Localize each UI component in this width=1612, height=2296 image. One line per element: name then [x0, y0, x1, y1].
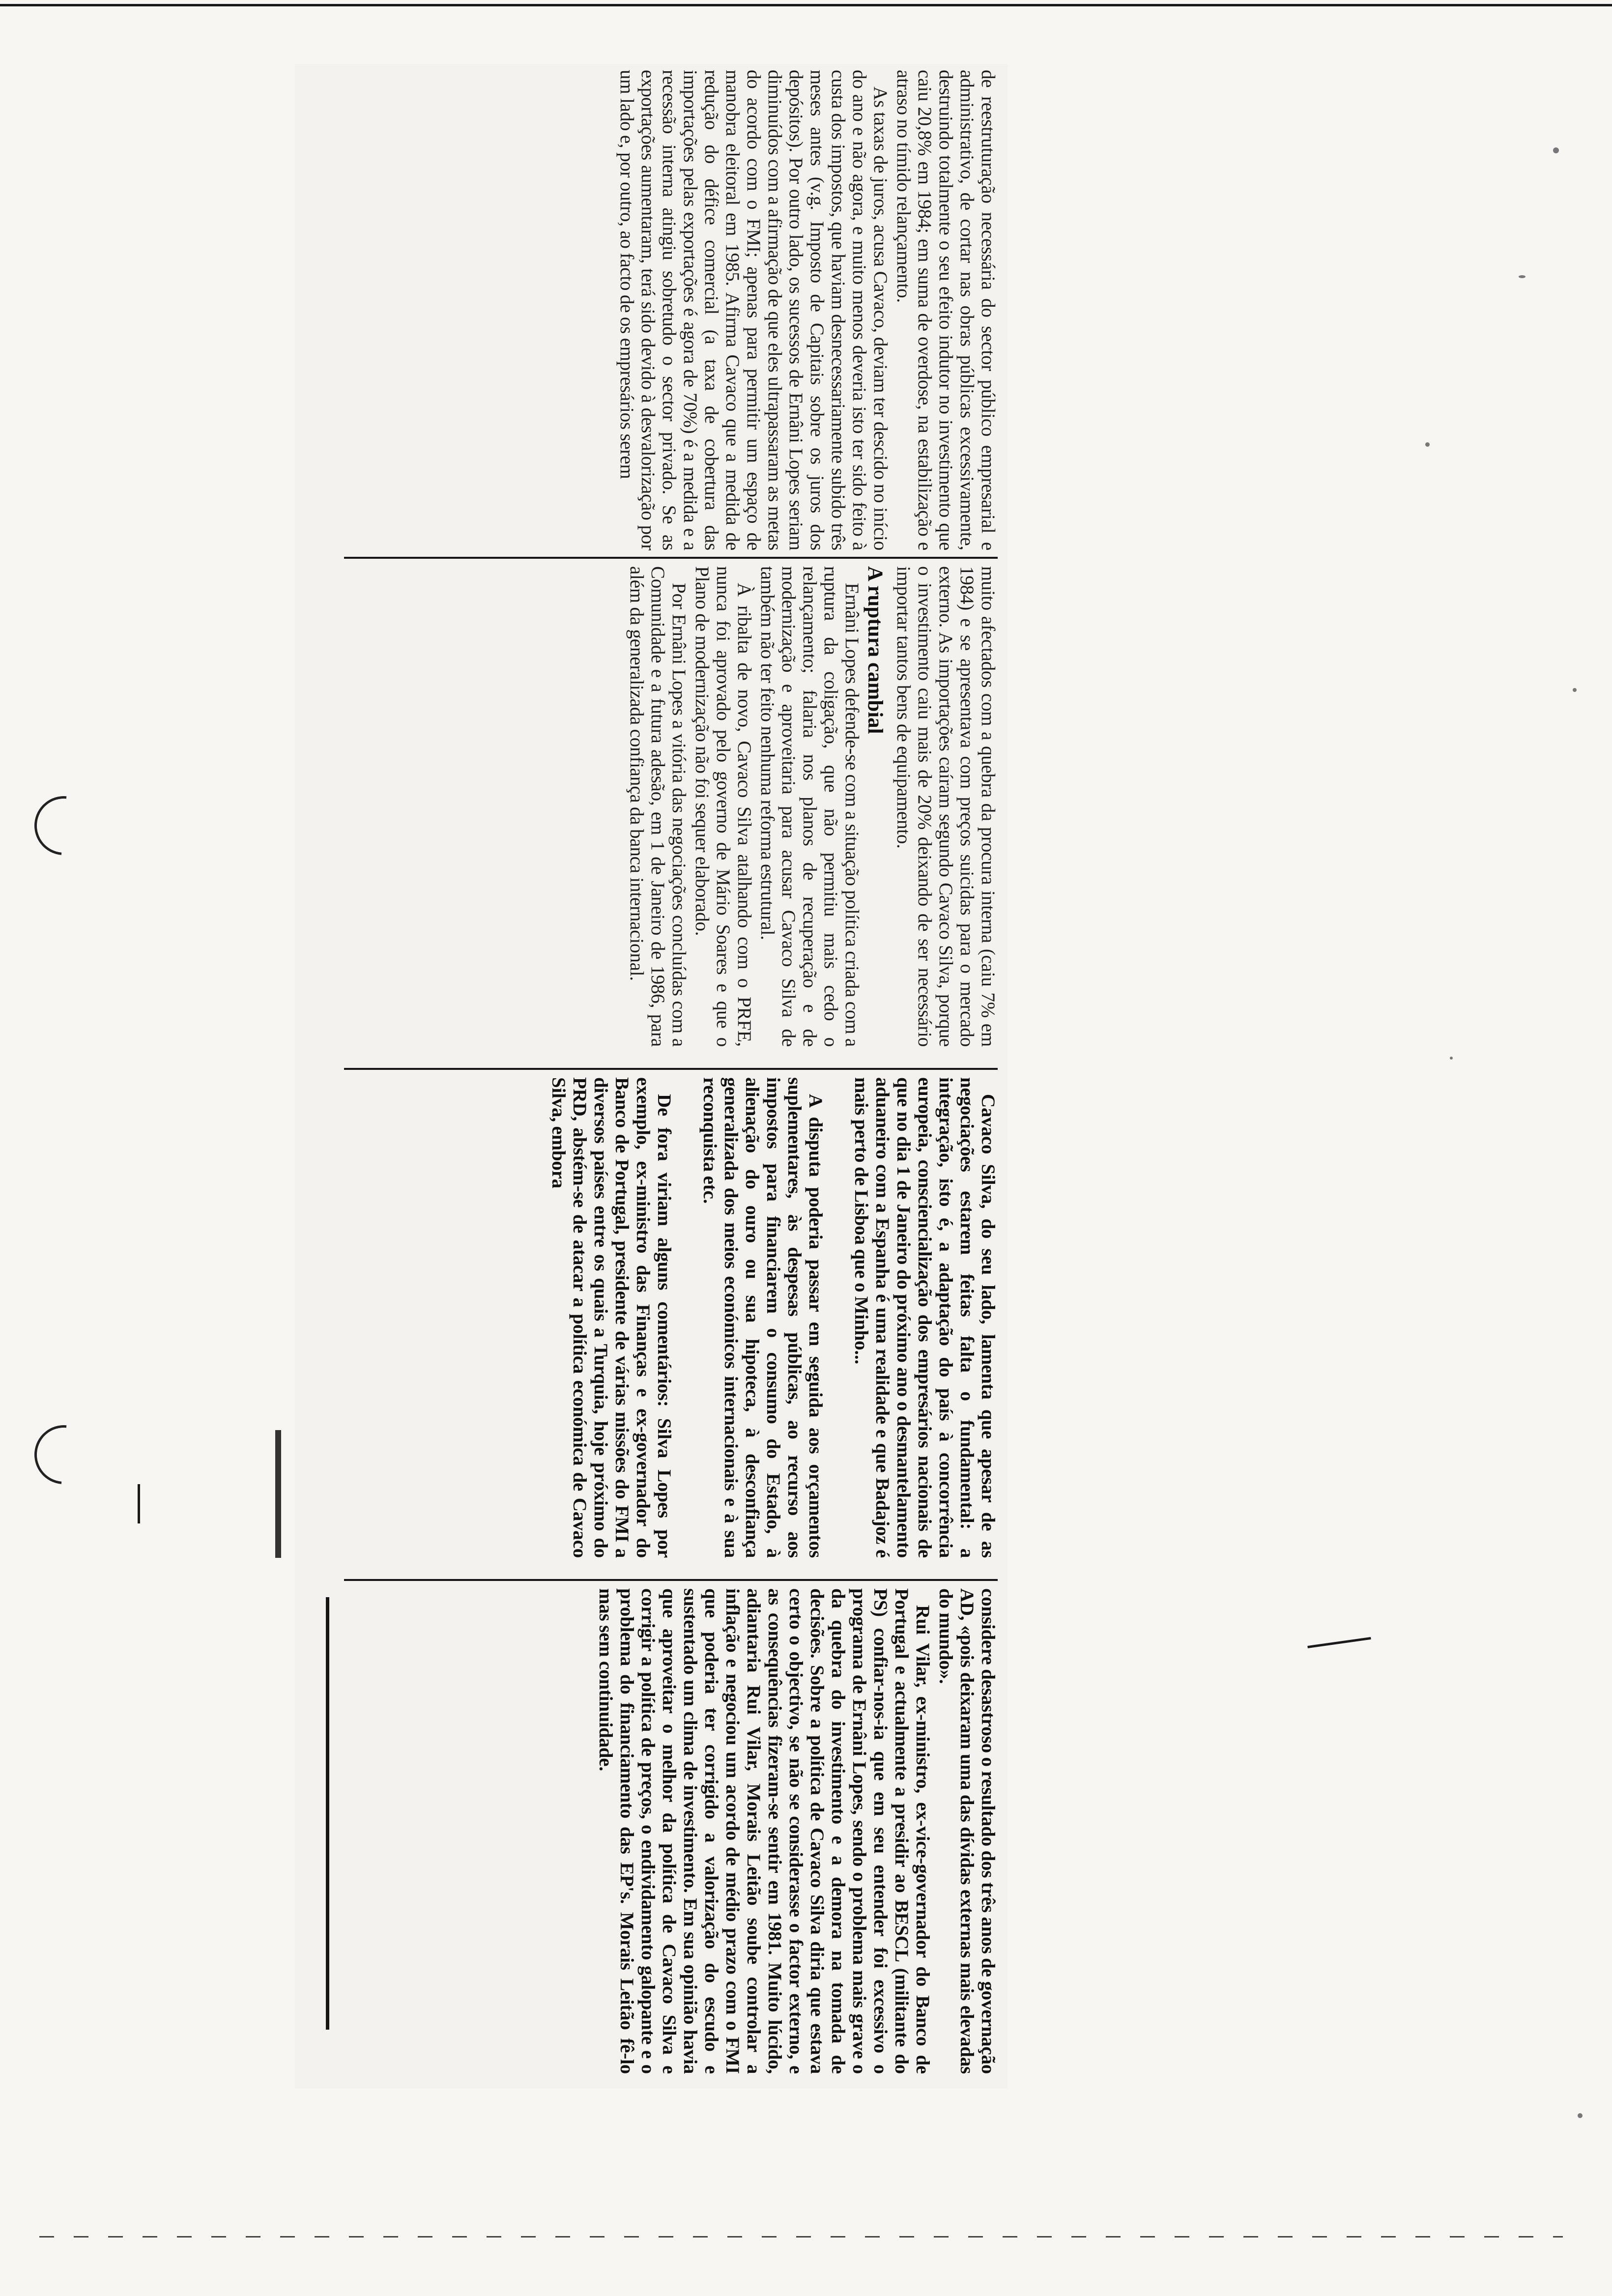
scan-speck: [1553, 147, 1559, 153]
paragraph: De fora viriam alguns comentários: Silva Lopes por exemplo, ex-ministro das Finanças e ex-governador do Banco de Portugal, presidente de várias missões do FMI a diversos países entre os quais a Turquia, hoje próximo do PRD, abstém-se de atacar a política económica de Cavaco Silva, embora: [548, 1077, 675, 1558]
scan-speck: [1450, 1057, 1453, 1060]
rotated-article-page: [295, 64, 1008, 2089]
scan-mark: [1307, 1637, 1371, 1648]
paragraph: Por Ernâni Lopes a vitória das negociações concluídas com a Comunidade e a futura adesão, em 1 de Janeiro de 1986, para além da generalizada confiança da banca internacional.: [626, 566, 690, 1047]
paragraph: Rui Vilar, ex-ministro, ex-vice-governador do Banco de Portugal e actualmente a presidir ao BESCL (militante do PS) confiar-nos-ia que em seu entender foi excessivo o programa de Ernâni Lopes, sendo o problema mais grave o da quebra do investimento e a demora na tomada de decisões. Sobre a política de Cavaco Silva diria que estava certo o objectivo, se não se considerasse o factor externo, e as consequências fizeram-se sentir em 1981. Muito lúcido, adiantaria Rui Vilar, Morais Leitão soube controlar a inflação e negociou um acordo de médio prazo com o FMI que poderia ter corrigido a valorização do escudo e sustentado um clima de investimento. Em sua opinião havia que aproveitar o melhor da política de Cavaco Silva e corrigir a política de preços, o endividamento galopante e o problema do financiamento das EP's. Morais Leitão fê-lo mas sem continuidade.: [595, 1588, 933, 2074]
paragraph: muito afectados com a quebra da procura interna (caiu 7% em 1984) e se apresentava com preços suicidas para o mercado externo. As importações caíram segundo Cavaco Silva, porque o investimento caiu mais de 20% deixando de ser necessário importar tantos bens de equipamento.: [893, 566, 999, 1047]
scan-bottom-edge: [39, 2236, 1563, 2238]
paragraph: Ernâni Lopes defende-se com a situação política criada com a ruptura da coligação, que não permitiu mais cedo o relançamento; falaria nos planos de recuperação e de modernização e aproveitaria para acusar Cavaco Silva de também não ter feito nenhuma reforma estrutural.: [757, 566, 863, 1047]
article-end-rule: [326, 1597, 329, 2030]
paragraph: As taxas de juros, acusa Cavaco, deviam ter descido no início do ano e não agora, e muito menos deveria isto ter sido feito à custa dos impostos, que haviam desnecessariamente subido três meses antes (v.g. Imposto de Capitais sobre os juros dos depósitos). Por outro lado, os sucessos de Ernâni Lopes seriam diminuídos com a afirmação de que eles ultrapassaram as metas do acordo com o FMI; apenas para permitir um espaço de manobra eleitoral em 1985. Afirma Cavaco que a medida de redução do défice comercial (a taxa de cobertura das importações pelas exportações é agora de 70%) é a medida e a recessão interna atingiu sobretudo o sector privado. Se as exportações aumentaram, terá sido devido à desvalorização por um lado e, por outro, ao facto de os empresários serem: [616, 70, 891, 550]
article-column-2: [295, 560, 1008, 1052]
scan-speck: [1578, 2113, 1583, 2118]
scan-speck: [1425, 442, 1430, 447]
paragraph: de reestruturação necessária do sector público empresarial e administrativo, de cortar nas obras públicas excessivamente, destruindo totalmente o seu efeito indutor no investimento que caiu 20,8% em 1984; em suma de overdose, na estabilização e atraso no tímido relançamento.: [893, 70, 999, 550]
column-rule: [344, 557, 998, 559]
hole-punch-mark: [22, 1413, 105, 1496]
scan-speck: [1573, 688, 1577, 692]
section-heading: A ruptura cambial: [864, 566, 887, 734]
newspaper-clipping: [295, 64, 1008, 2089]
article-column-1: [295, 64, 1008, 555]
article-column-3: [295, 1071, 1008, 1563]
paragraph: considere desastroso o resultado dos três anos de governação AD, «pois deixaram uma das dívidas externas mais elevadas do mundo».: [935, 1588, 999, 2074]
scan-mark: [275, 1430, 281, 1558]
scan-speck: [1519, 275, 1526, 278]
paragraph: A disputa poderia passar em seguida aos orçamentos suplementares, às despesas públicas, ao recurso aos impostos para financiarem o consumo do Estado, à alienação do ouro ou sua hipoteca, à desconfiança generalizada dos meios económicos internacionais e à sua reconquista etc.: [699, 1077, 826, 1558]
scan-mark: [138, 1484, 140, 1523]
column-rule: [344, 1579, 998, 1581]
article-column-4: [295, 1582, 1008, 2079]
paragraph: À ribalta de novo, Cavaco Silva atalhando com o PRFE, nunca foi aprovado pelo governo de Mário Soares e que o Plano de modernização não foi sequer elaborado.: [691, 566, 755, 1047]
paragraph: Cavaco Silva, do seu lado, lamenta que apesar de as negociações estarem feitas falta o fundamental: a integração, isto é, a adaptação do país à concorrência europeia, consciencialização dos empresários nacionais de que no dia 1 de Janeiro do próximo ano o desmantelamento aduaneiro com a Espanha é uma realidade e que Badajoz é mais perto de Lisboa que o Minho...: [851, 1077, 999, 1558]
scan-top-border: [0, 4, 1612, 6]
column-rule: [344, 1068, 998, 1070]
hole-punch-mark: [22, 784, 105, 867]
